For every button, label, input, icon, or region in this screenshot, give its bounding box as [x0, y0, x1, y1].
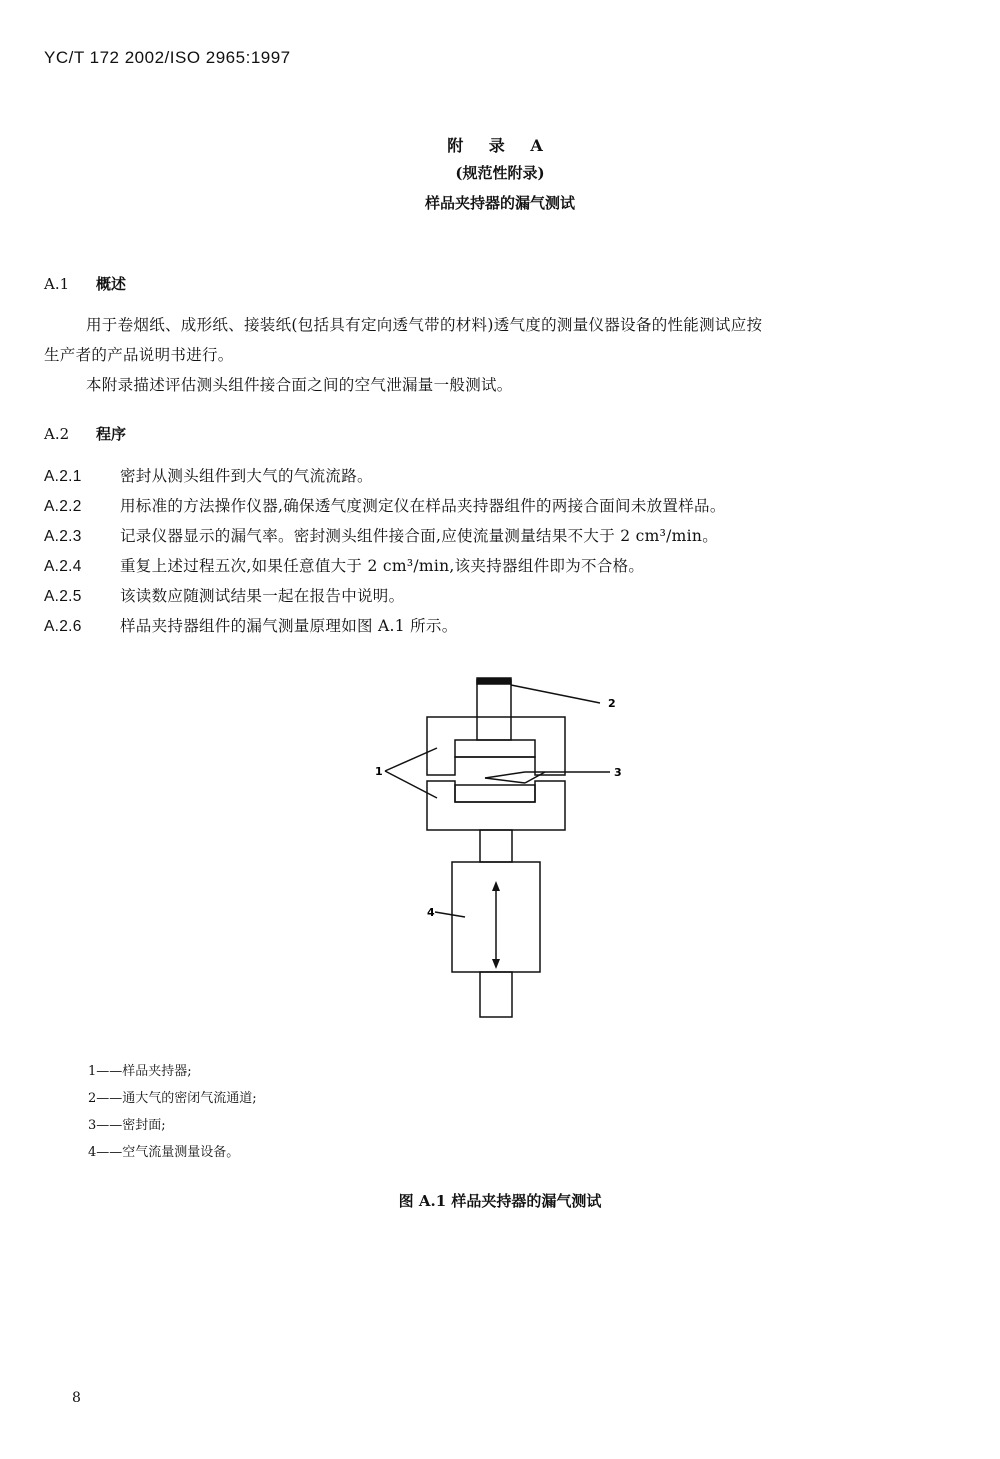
page-number: 8	[72, 1390, 81, 1406]
list-item	[44, 494, 726, 516]
item-text: 密封从测头组件到大气的气流流路。	[120, 467, 373, 485]
legend-item-2: 2——通大气的密闭气流通道;	[88, 1091, 257, 1106]
arrow-head-down	[492, 959, 500, 969]
item-text: 记录仪器显示的漏气率。密封测头组件接合面,应使流量测量结果不大于 2 cm³/min。	[120, 527, 718, 545]
sealed-channel-cap	[477, 678, 511, 684]
leak-test-diagram	[355, 665, 655, 1035]
item-number: A.2.6	[44, 618, 82, 635]
section-title: 概述	[96, 275, 127, 293]
list-item	[44, 614, 458, 636]
document-header: YC/T 172 2002/ISO 2965:1997	[44, 48, 291, 67]
paragraph-a1-line2: 生产者的产品说明书进行。	[44, 346, 234, 364]
leader-line-3-a	[485, 772, 525, 778]
item-number: A.2.5	[44, 588, 82, 605]
legend-item-1: 1——样品夹持器;	[88, 1064, 192, 1079]
arrow-head-up	[492, 881, 500, 891]
item-text: 该读数应随测试结果一起在报告中说明。	[120, 587, 405, 605]
item-text: 重复上述过程五次,如果任意值大于 2 cm³/min,该夹持器组件即为不合格。	[120, 557, 645, 575]
item-text: 样品夹持器组件的漏气测量原理如图 A.1 所示。	[120, 617, 458, 635]
leader-line-1-upper	[385, 748, 437, 771]
callout-4: 4	[427, 906, 435, 919]
annex-title: 附 录 A	[447, 136, 553, 155]
leader-line-3-c	[485, 778, 525, 783]
section-a2-heading	[44, 423, 126, 444]
upper-sample-holder	[427, 717, 565, 775]
upper-sealing-block	[455, 740, 535, 757]
list-item	[44, 524, 718, 546]
annex-name: 样品夹持器的漏气测试	[424, 194, 575, 212]
callout-3: 3	[614, 766, 622, 779]
upper-rod	[477, 680, 511, 740]
callout-2: 2	[608, 697, 616, 710]
list-item	[44, 584, 404, 606]
annex-type: (规范性附录)	[455, 164, 545, 182]
paragraph-a1-line1: 用于卷烟纸、成形纸、接装纸(包括具有定向透气带的材料)透气度的测量仪器设备的性能测试应按	[86, 316, 763, 334]
lower-sealing-block	[455, 785, 535, 802]
section-title: 程序	[96, 425, 127, 443]
legend-item-4: 4——空气流量测量设备。	[88, 1145, 240, 1160]
item-number: A.2.1	[44, 468, 82, 485]
section-number: A.1	[44, 275, 70, 293]
legend-item-3: 3——密封面;	[88, 1118, 166, 1133]
section-a1-heading	[44, 273, 126, 294]
item-number: A.2.4	[44, 558, 82, 575]
callout-1: 1	[375, 765, 383, 778]
paragraph-a1-2: 本附录描述评估测头组件接合面之间的空气泄漏量一般测试。	[86, 376, 513, 394]
list-item	[44, 554, 644, 576]
leader-line-4	[435, 912, 465, 917]
lower-rod	[480, 830, 512, 862]
lower-sample-holder	[427, 781, 565, 830]
list-item	[44, 464, 373, 486]
leader-line-2	[511, 685, 600, 703]
item-number: A.2.2	[44, 498, 82, 515]
bottom-rod	[480, 972, 512, 1017]
item-text: 用标准的方法操作仪器,确保透气度测定仪在样品夹持器组件的两接合面间未放置样品。	[120, 497, 726, 515]
item-number: A.2.3	[44, 528, 82, 545]
section-number: A.2	[44, 425, 70, 443]
figure-caption: 图 A.1 样品夹持器的漏气测试	[398, 1192, 602, 1210]
